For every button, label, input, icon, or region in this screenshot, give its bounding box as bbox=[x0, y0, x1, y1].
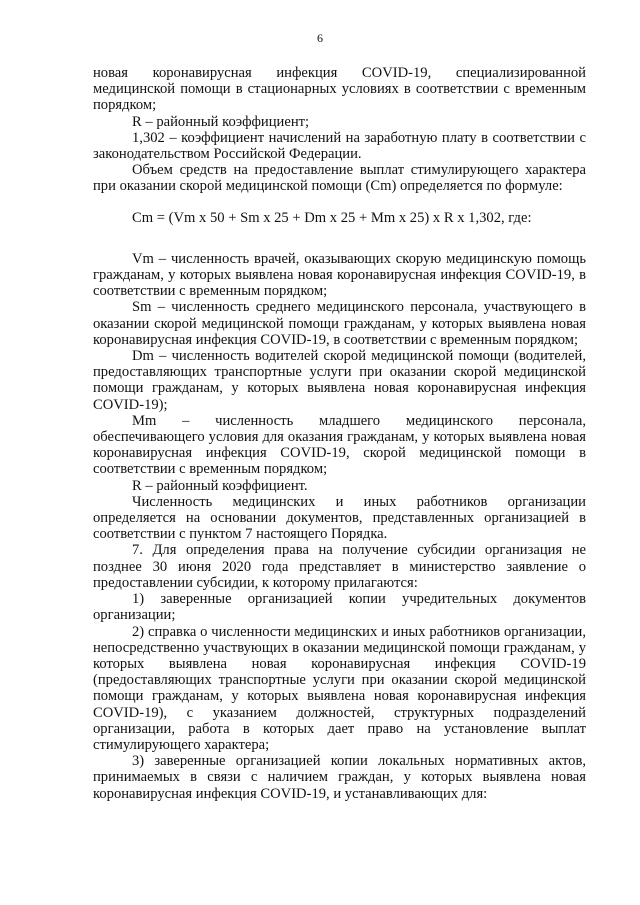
paragraph-dm-definition: Dm – численность водителей скорой медицинской помощи (водителей, предоставляющих транспортные услуги при оказании скорой медицинской помощи гражданам, у которых выявлена новая коронавирусная инфекция COVID-19); bbox=[93, 348, 586, 413]
paragraph-staff-count: Численность медицинских и иных работников организации определяется на основании документов, представленных организацией в соответствии с пунктом 7 настоящего Порядка. bbox=[93, 493, 586, 543]
paragraph-r-definition: R – районный коэффициент. bbox=[132, 477, 308, 494]
paragraph-r-coefficient: R – районный коэффициент; bbox=[132, 113, 310, 130]
paragraph-continuation: новая коронавирусная инфекция COVID-19, специализированной медицинской помощи в стационарных условиях в соответствии с временным порядком; bbox=[93, 65, 586, 114]
paragraph-mm-definition: Mm – численность младшего медицинского персонала, обеспечивающего условия для оказания гражданам, у которых выявлена новая коронавирусная инфекция COVID-19, скорой медицинской помощи в соответствии с временным порядком; bbox=[93, 412, 586, 478]
list-item-3: 3) заверенные организацией копии локальных нормативных актов, принимаемых в связи с наличием граждан, у которых выявлена новая коронавирусная инфекция COVID-19, и устанавливающих для: bbox=[93, 753, 586, 802]
paragraph-accrual-coefficient: 1,302 – коэффициент начислений на заработную плату в соответствии с законодательством Российской Федерации. bbox=[93, 129, 586, 163]
paragraph-section-7: 7. Для определения права на получение субсидии организация не позднее 30 июня 2020 года представляет в министерство заявление о предоставлении субсидии, к которому прилагаются: bbox=[93, 542, 586, 591]
formula-cm: Cm = (Vm x 50 + Sm x 25 + Dm x 25 + Mm x 25) x R x 1,302, где: bbox=[132, 209, 532, 226]
document-body bbox=[93, 65, 586, 802]
list-item-1: 1) заверенные организацией копии учредительных документов организации; bbox=[93, 591, 586, 624]
paragraph-emergency-volume: Объем средств на предоставление выплат стимулирующего характера при оказании скорой медицинской помощи (Cm) определяется по формуле: bbox=[93, 162, 586, 195]
page-number: 6 bbox=[317, 31, 323, 45]
paragraph-vm-definition: Vm – численность врачей, оказывающих скорую медицинскую помощь гражданам, у которых выявлена новая коронавирусная инфекция COVID-19, в соответствии с временным порядком; bbox=[93, 250, 586, 300]
list-item-2: 2) справка о численности медицинских и иных работников организации, непосредственно участвующих в оказании медицинской помощи гражданам, у которых выявлена новая коронавирусная инфекция COVID-19 (предоставляющих транспортные услуги при оказании скорой медицинской помощи гражданам, у которых выявлена новая коронавирусная инфекция COVID-19), с указанием должностей, структурных подразделений организации, работа в которых дает право на установление выплат стимулирующего характера; bbox=[93, 623, 586, 753]
paragraph-sm-definition: Sm – численность среднего медицинского персонала, участвующего в оказании скорой медицинской помощи гражданам, у которых выявлена новая коронавирусная инфекция COVID-19, в соответствии с временным порядком; bbox=[93, 299, 586, 348]
